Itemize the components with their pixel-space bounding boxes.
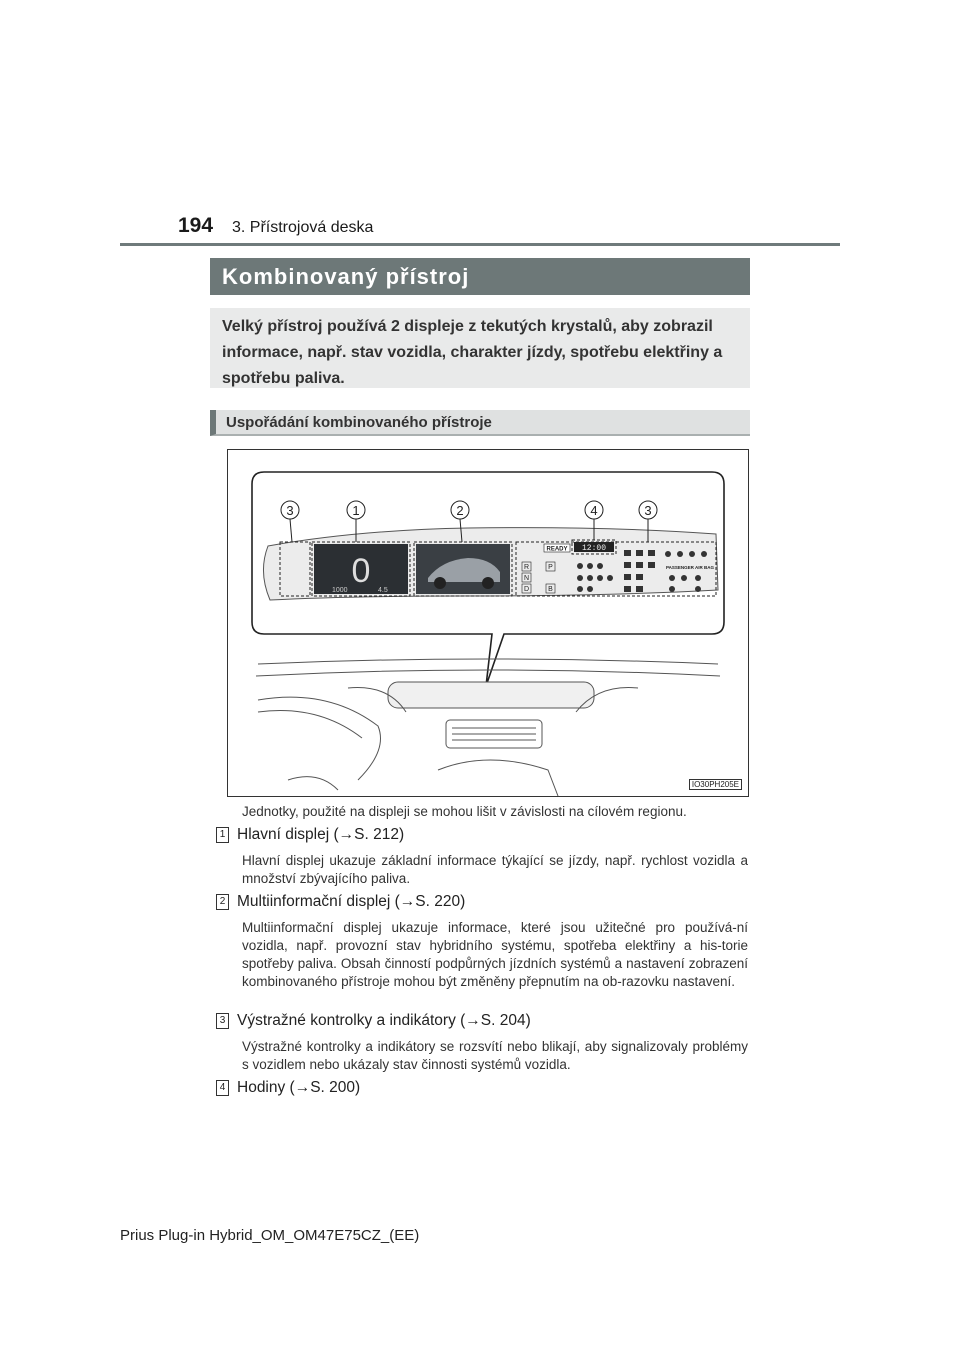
item-2-number: 2 (216, 894, 229, 910)
section-title: Kombinovaný přístroj (210, 258, 750, 295)
callout-3-left: 3 (286, 503, 294, 518)
callout-1: 1 (352, 503, 360, 518)
item-3-number: 3 (216, 1013, 229, 1029)
page-number: 194 (178, 214, 214, 237)
shift-r: R (523, 564, 530, 571)
instrument-cluster-figure (227, 449, 749, 797)
item-2-body: Multiinformační displej ukazuje informace, které jsou užitečné pro používá-ní vozidla, např. provozní stav hybridního systému, spotřeba elektřiny a his-torie spotřeby paliva. Obsah činností podpůrných jízdních systémů a nastavení zobrazení kombinovaného přístroje mohou být změněny přepnutím na ob-razovku nastavení. (242, 920, 748, 989)
car-wheel-front (434, 577, 446, 589)
clock-value: 12:00 (581, 544, 607, 553)
item-1-heading (216, 826, 404, 844)
figure-note: Jednotky, použité na displeji se mohou lišit v závislosti na cílovém regionu. (242, 804, 687, 819)
intro-box: Velký přístroj používá 2 displeje z tekutých krystalů, aby zobrazil informace, např. stav vozidla, charakter jízdy, spotřebu elektřiny a spotřebu paliva. (210, 308, 750, 388)
shift-n: N (523, 575, 530, 582)
item-3-heading (216, 1012, 531, 1030)
callout-4: 4 (590, 503, 598, 518)
trip-value: 4.5 (378, 587, 388, 594)
subheading: Uspořádání kombinovaného přístroje (210, 410, 750, 436)
airbag-label: PASSENGER AIR BAG (665, 565, 715, 570)
callout-2: 2 (456, 503, 464, 518)
item-1-title: Hlavní displej (→S. 212) (237, 826, 405, 843)
item-1-number: 1 (216, 827, 229, 843)
item-4-title: Hodiny (→S. 200) (237, 1079, 361, 1096)
odo-value: 1000 (332, 587, 348, 594)
item-1-body: Hlavní displej ukazuje základní informace týkající se jízdy, např. rychlost vozidla a množství zbývajícího paliva. (242, 853, 748, 886)
header-rule (120, 243, 840, 246)
figure-code: IO30PH205E (689, 779, 742, 790)
shift-p: P (548, 564, 553, 571)
item-4-heading (216, 1079, 360, 1097)
cluster-illustration (228, 450, 748, 796)
ready-label: READY (546, 546, 568, 553)
item-2-heading (216, 893, 465, 911)
item-3-title: Výstražné kontrolky a indikátory (→S. 204) (237, 1012, 531, 1029)
car-wheel-rear (482, 577, 494, 589)
shift-d: D (523, 586, 530, 593)
item-3-body: Výstražné kontrolky a indikátory se rozsvítí nebo blikají, aby signalizovaly problémy s vozidlem nebo ukázaly stav činnosti systémů vozidla. (242, 1039, 748, 1072)
shift-b: B (548, 586, 553, 593)
callout-3-right: 3 (644, 503, 652, 518)
speed-value: 0 (351, 552, 371, 590)
item-2-title: Multiinformační displej (→S. 220) (237, 893, 466, 910)
chapter-title: 3. Přístrojová deska (232, 219, 374, 236)
item-4-number: 4 (216, 1080, 229, 1096)
footer: Prius Plug-in Hybrid_OM_OM47E75CZ_(EE) (120, 1227, 420, 1244)
